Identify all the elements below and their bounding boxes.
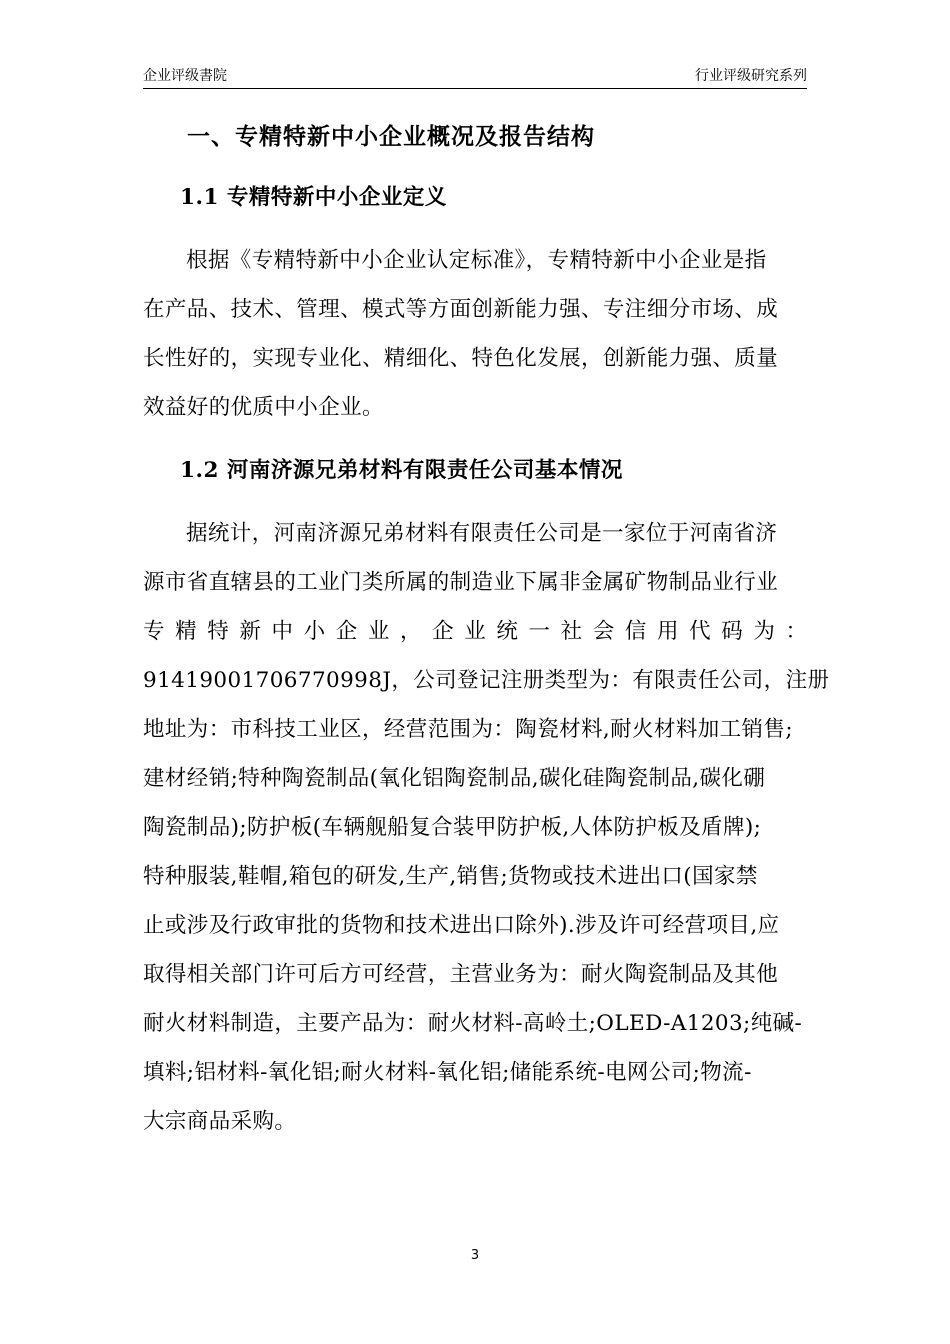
paragraph-line: 耐火材料制造，主要产品为：耐火材料-高岭土;OLED-A1203;纯碱-: [143, 1011, 803, 1036]
paragraph-line: 效益好的优质中小企业。: [143, 395, 384, 420]
paragraph-line: 据统计，河南济源兄弟材料有限责任公司是一家位于河南省济: [186, 521, 778, 546]
paragraph-line: 填料;铝材料-氧化铝;耐火材料-氧化铝;储能系统-电网公司;物流-: [143, 1060, 752, 1085]
page-header: [143, 66, 807, 89]
paragraph-line: 地址为：市科技工业区，经营范围为：陶瓷材料,耐火材料加工销售;: [143, 717, 793, 742]
paragraph-line: 专精特新中小企业，企业统一社会信用代码为：: [143, 619, 807, 644]
paragraph-line: 长性好的，实现专业化、精细化、特色化发展，创新能力强、质量: [143, 346, 779, 371]
subsection-heading-1-1: 1.1 专精特新中小企业定义: [180, 185, 447, 210]
paragraph-line: 91419001706770998J，公司登记注册类型为：有限责任公司，注册: [143, 668, 830, 693]
header-right-series: 行业评级研究系列: [695, 68, 807, 84]
subsection-heading-1-2: 1.2 河南济源兄弟材料有限责任公司基本情况: [180, 458, 623, 483]
paragraph-line: 止或涉及行政审批的货物和技术进出口除外).涉及许可经营项目,应: [143, 913, 780, 938]
paragraph-line: 建材经销;特种陶瓷制品(氧化铝陶瓷制品,碳化硅陶瓷制品,碳化硼: [143, 766, 766, 791]
section-title: 一、专精特新中小企业概况及报告结构: [187, 124, 595, 150]
paragraph-line: 特种服装,鞋帽,箱包的研发,生产,销售;货物或技术进出口(国家禁: [143, 864, 758, 889]
paragraph-line: 大宗商品采购。: [143, 1109, 297, 1134]
paragraph-line: 源市省直辖县的工业门类所属的制造业下属非金属矿物制品业行业: [143, 570, 779, 595]
paragraph-line: 根据《专精特新中小企业认定标准》，专精特新中小企业是指: [186, 248, 767, 273]
paragraph-line: 在产品、技术、管理、模式等方面创新能力强、专注细分市场、成: [143, 297, 779, 322]
header-left-publisher: 企业评级書院: [143, 68, 227, 84]
page-number: 3: [470, 1248, 480, 1263]
paragraph-line: 陶瓷制品);防护板(车辆舰船复合装甲防护板,人体防护板及盾牌);: [143, 815, 762, 840]
paragraph-line: 取得相关部门许可后方可经营，主营业务为：耐火陶瓷制品及其他: [143, 962, 779, 987]
